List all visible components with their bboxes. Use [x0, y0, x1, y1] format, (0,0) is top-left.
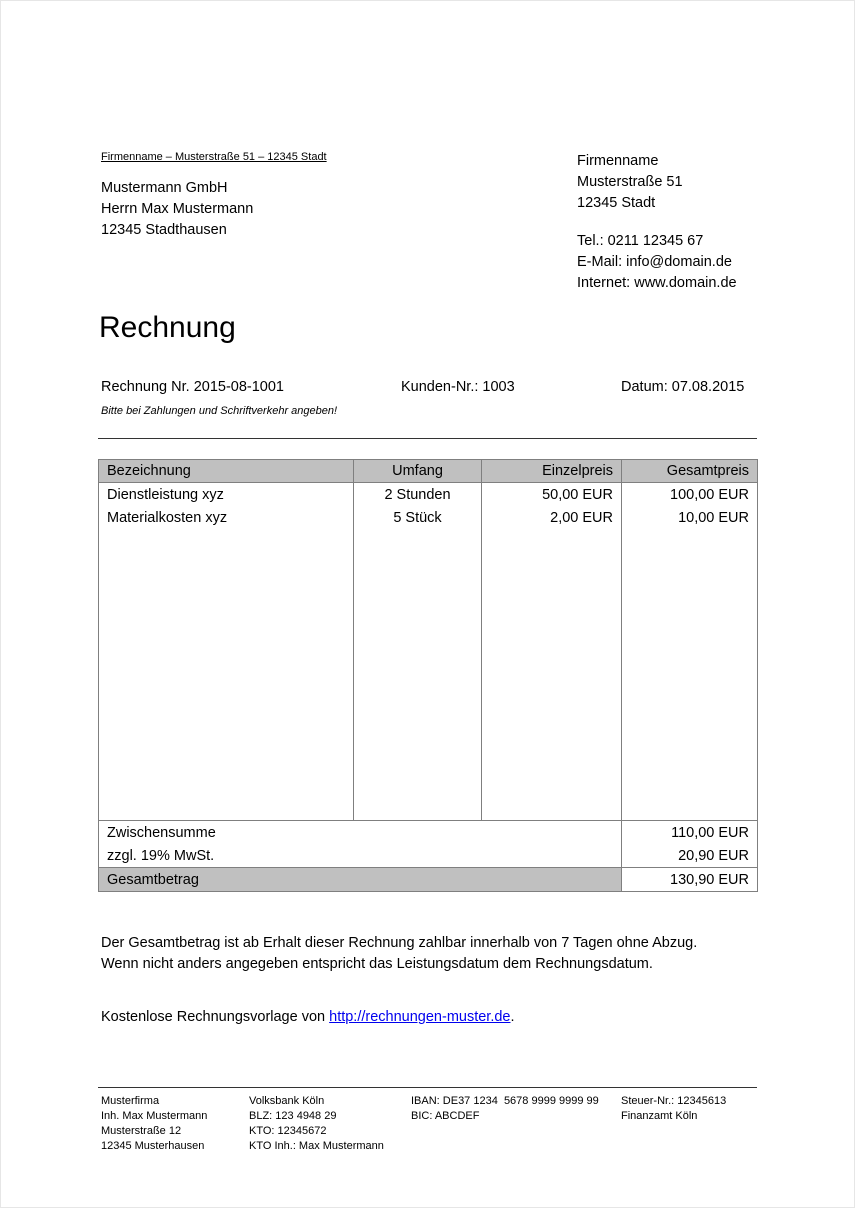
subtotal-label: Zwischensumme [99, 821, 622, 845]
subtotal-row [99, 821, 758, 845]
subtotal-amount: 110,00 EUR [622, 821, 758, 845]
footer-bank-column [249, 1094, 384, 1154]
invoice-number: Rechnung Nr. 2015-08-1001 [101, 379, 284, 395]
vat-amount: 20,90 EUR [622, 844, 758, 868]
footer-company-column [101, 1094, 207, 1154]
footer-iban-column [411, 1094, 599, 1124]
grand-total-amount: 130,90 EUR [622, 868, 758, 892]
divider-line [98, 438, 757, 439]
template-source-note [101, 1009, 515, 1025]
col-header-einzelpreis: Einzelpreis [482, 460, 622, 483]
page-title: Rechnung [99, 311, 236, 344]
recipient-address-block [101, 178, 253, 241]
footer-line: Musterfirma [101, 1095, 160, 1107]
company-address-block [577, 151, 683, 214]
company-street: Musterstraße 51 [577, 174, 683, 190]
footer-tax-column [621, 1094, 726, 1124]
footer-line: Finanzamt Köln [621, 1110, 698, 1122]
company-city: 12345 Stadt [577, 195, 656, 211]
table-empty-space [99, 529, 758, 821]
payment-terms [101, 933, 729, 975]
footer-line: Musterstraße 12 [101, 1125, 182, 1137]
vat-row [99, 844, 758, 868]
footer-divider-line [98, 1087, 757, 1088]
payment-terms-line: Der Gesamtbetrag ist ab Erhalt dieser Rechnung zahlbar innerhalb von 7 Tagen ohne Abzug. [101, 935, 698, 951]
item-quantity: 5 Stück [354, 506, 482, 529]
col-header-gesamtpreis: Gesamtpreis [622, 460, 758, 483]
footer-line: Inh. Max Mustermann [101, 1110, 208, 1122]
item-name: Materialkosten xyz [99, 506, 354, 529]
item-unit-price: 50,00 EUR [482, 483, 622, 507]
invoice-date: Datum: 07.08.2015 [621, 379, 745, 395]
template-source-link[interactable]: http://rechnungen-muster.de [329, 1009, 511, 1025]
template-source-suffix: . [510, 1009, 515, 1025]
item-quantity: 2 Stunden [354, 483, 482, 507]
col-header-bezeichnung: Bezeichnung [99, 460, 354, 483]
company-phone: Tel.: 0211 12345 67 [577, 233, 704, 249]
vat-label: zzgl. 19% MwSt. [99, 844, 622, 868]
item-name: Dienstleistung xyz [99, 483, 354, 507]
company-email: E-Mail: info@domain.de [577, 254, 732, 270]
footer-line: 12345 Musterhausen [101, 1140, 205, 1152]
recipient-line: Herrn Max Mustermann [101, 201, 254, 217]
recipient-line: Mustermann GmbH [101, 180, 228, 196]
item-total-price: 100,00 EUR [622, 483, 758, 507]
item-total-price: 10,00 EUR [622, 506, 758, 529]
template-source-prefix: Kostenlose Rechnungsvorlage von [101, 1009, 330, 1025]
footer-line: KTO Inh.: Max Mustermann [249, 1140, 384, 1152]
footer-line: BIC: ABCDEF [411, 1110, 480, 1122]
customer-number: Kunden-Nr.: 1003 [401, 379, 515, 395]
sender-return-address: Firmenname – Musterstraße 51 – 12345 Stadt [101, 151, 327, 163]
company-website: Internet: www.domain.de [577, 275, 737, 291]
company-name: Firmenname [577, 153, 659, 169]
table-header-row [99, 460, 758, 483]
item-unit-price: 2,00 EUR [482, 506, 622, 529]
footer-line: KTO: 12345672 [249, 1125, 327, 1137]
payment-terms-line: Wenn nicht anders angegeben entspricht das Leistungsdatum dem Rechnungsdatum. [101, 956, 653, 972]
footer-line: BLZ: 123 4948 29 [249, 1110, 337, 1122]
table-row [99, 483, 758, 507]
company-contact-block [577, 231, 737, 294]
table-row [99, 506, 758, 529]
footer-line: IBAN: DE37 1234 5678 9999 9999 99 [411, 1095, 599, 1107]
footer-line: Steuer-Nr.: 12345613 [621, 1095, 727, 1107]
payment-reference-note: Bitte bei Zahlungen und Schriftverkehr angeben! [101, 405, 338, 417]
footer-line: Volksbank Köln [249, 1095, 325, 1107]
line-items-table [98, 459, 758, 892]
grand-total-row [99, 868, 758, 892]
recipient-line: 12345 Stadthausen [101, 222, 227, 238]
col-header-umfang: Umfang [354, 460, 482, 483]
grand-total-label: Gesamtbetrag [99, 868, 622, 892]
